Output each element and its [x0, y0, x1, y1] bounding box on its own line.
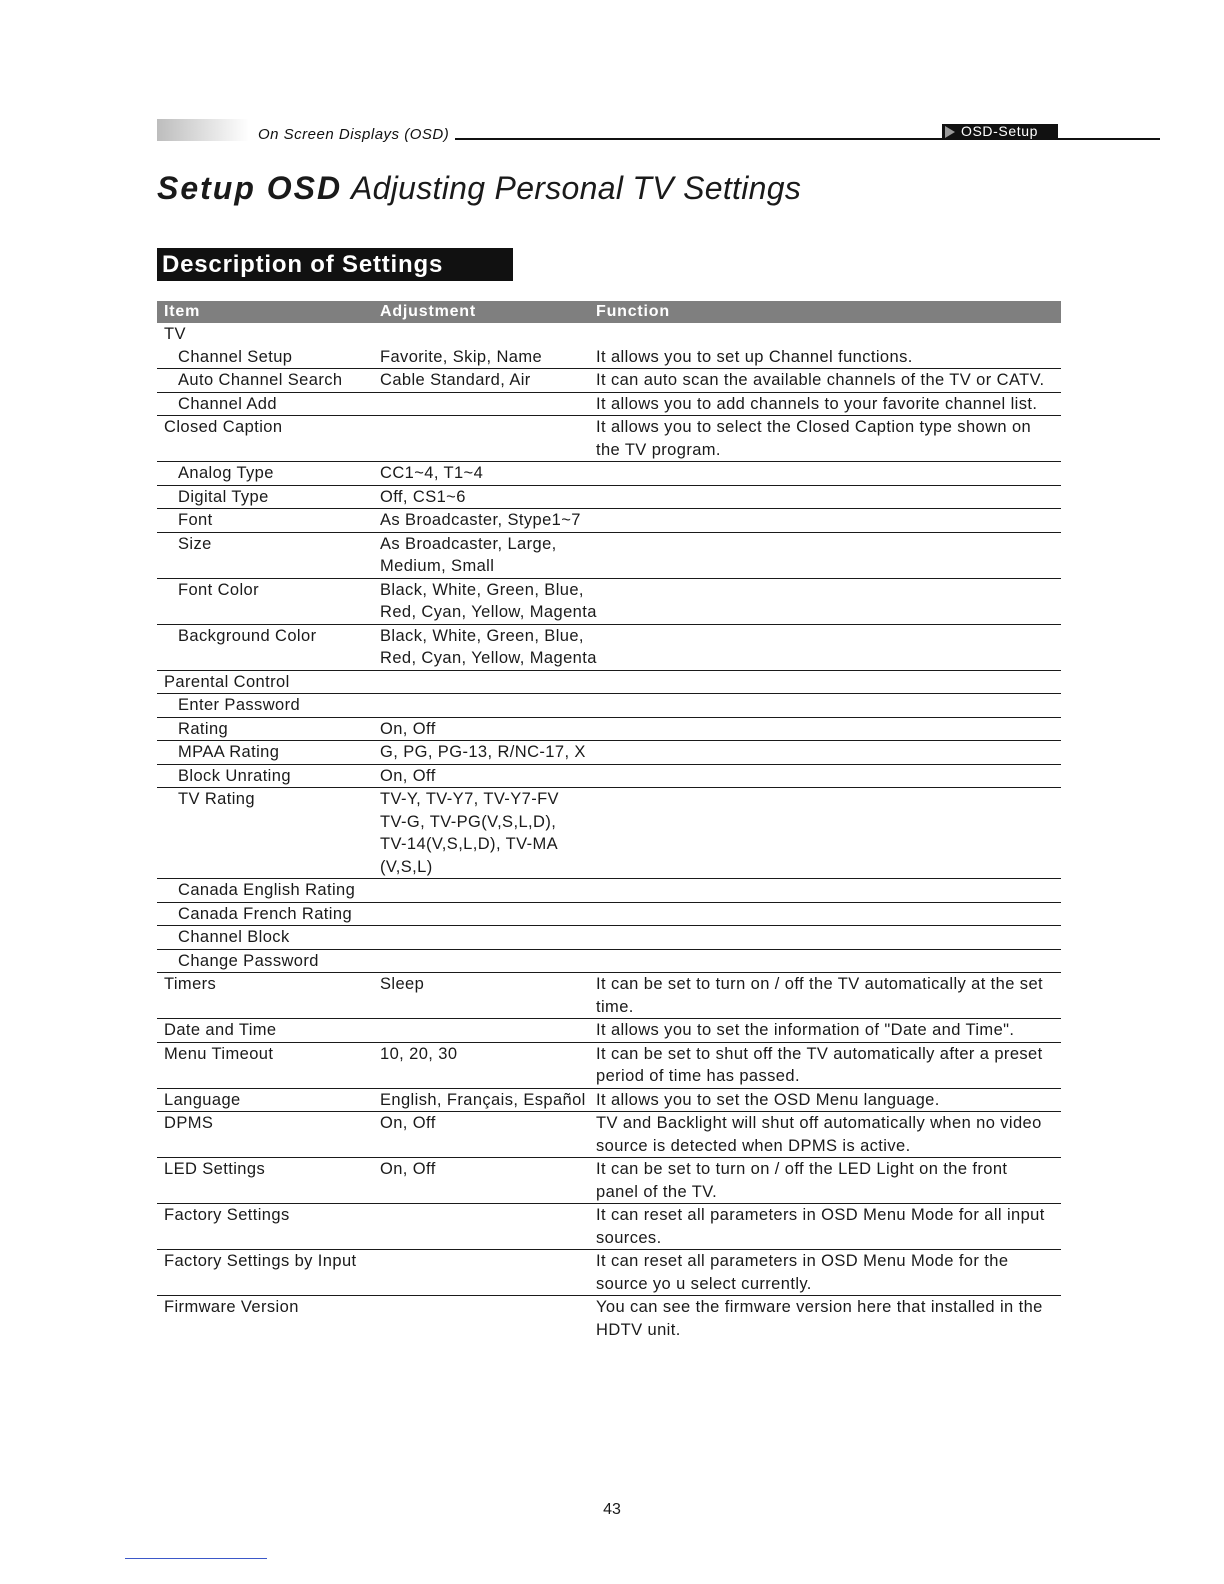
table-row	[157, 1019, 1061, 1043]
table-row	[157, 393, 1061, 417]
row-item-label-line: TV	[164, 325, 186, 343]
row-function-line: It allows you to set the OSD Menu language.	[596, 1090, 940, 1109]
row-item-label	[164, 1296, 299, 1319]
row-item-label-line: Canada English Rating	[178, 881, 356, 899]
table-row	[157, 926, 1061, 950]
row-item-label-line: Firmware Version	[164, 1298, 299, 1316]
row-item-label	[178, 788, 255, 811]
row-item-label-line: TV Rating	[178, 790, 255, 808]
row-item-label	[178, 533, 212, 556]
row-item-label-line: Channel Setup	[178, 347, 293, 366]
row-adjustment	[380, 625, 597, 670]
table-row	[157, 741, 1061, 765]
page-number: 43	[603, 1501, 621, 1518]
row-item-label	[178, 346, 292, 369]
row-function-line: period of time has passed.	[596, 1067, 800, 1085]
row-adjustment-line: On, Off	[380, 719, 436, 738]
table-row	[157, 579, 1061, 625]
row-item-label-line: Background Color	[178, 626, 317, 645]
page-title-bold: Setup OSD	[157, 170, 343, 206]
row-adjustment	[380, 369, 531, 392]
row-item-label-line: Analog Type	[178, 464, 274, 482]
row-function	[596, 393, 1037, 416]
column-header-adjustment: Adjustment	[380, 303, 476, 320]
row-adjustment-line: Sleep	[380, 975, 425, 993]
row-function	[596, 973, 1043, 1018]
row-function	[596, 1204, 1045, 1249]
row-item-label	[178, 926, 290, 949]
table-row	[157, 903, 1061, 927]
row-item-label-line: LED Settings	[164, 1160, 266, 1178]
row-item-label-line: Channel Block	[178, 928, 290, 946]
table-row	[157, 1043, 1061, 1089]
row-adjustment-line: Red, Cyan, Yellow, Magenta	[380, 603, 597, 621]
row-adjustment-line: Medium, Small	[380, 557, 495, 575]
row-adjustment	[380, 718, 436, 741]
row-adjustment-line: Black, White, Green, Blue,	[380, 626, 584, 645]
row-item-label	[178, 486, 269, 509]
table-row	[157, 369, 1061, 393]
table-row	[157, 718, 1061, 742]
table-row	[157, 788, 1061, 879]
row-item-label-line: Enter Password	[178, 696, 301, 714]
row-item-label-line: Size	[178, 534, 212, 553]
header-tag-label: OSD-Setup	[961, 123, 1038, 139]
row-function-line: You can see the firmware version here that installed in the	[596, 1298, 1043, 1316]
row-function	[596, 1019, 1014, 1042]
table-row	[157, 879, 1061, 903]
row-adjustment-line: TV-Y, TV-Y7, TV-Y7-FV	[380, 790, 559, 808]
row-item-label-line: Digital Type	[178, 487, 269, 506]
row-adjustment-line: Cable Standard, Air	[380, 371, 531, 389]
row-item-label	[164, 1250, 357, 1273]
page-title-light: Adjusting Personal TV Settings	[351, 170, 802, 206]
row-adjustment	[380, 741, 586, 764]
table-row	[157, 486, 1061, 510]
table-row	[157, 509, 1061, 533]
row-function-line: sources.	[596, 1228, 662, 1247]
row-item-label	[164, 1019, 277, 1042]
row-function-line: It can be set to shut off the TV automatically after a preset	[596, 1044, 1043, 1063]
row-item-label	[178, 879, 355, 902]
row-adjustment-line: Off, CS1~6	[380, 487, 466, 506]
footer-rule	[125, 1558, 267, 1559]
row-adjustment	[380, 1043, 457, 1066]
table-body	[157, 323, 1061, 1341]
row-function-line: HDTV unit.	[596, 1320, 681, 1339]
table-row	[157, 416, 1061, 462]
table-row	[157, 1112, 1061, 1158]
row-item-label-line: Date and Time	[164, 1021, 277, 1039]
header-gradient-bar	[157, 119, 249, 141]
table-row	[157, 346, 1061, 370]
row-adjustment	[380, 486, 466, 509]
row-item-label-line: Font	[178, 511, 213, 529]
row-function-line: It can reset all parameters in OSD Menu Mode for the	[596, 1252, 1009, 1270]
row-adjustment-line: TV-G, TV-PG(V,S,L,D),	[380, 812, 557, 831]
row-item-label	[178, 950, 319, 973]
row-item-label-line: Parental Control	[164, 672, 290, 691]
row-item-label	[178, 903, 352, 926]
row-item-label-line: DPMS	[164, 1114, 214, 1132]
row-function-line: It allows you to add channels to your favorite channel list.	[596, 394, 1038, 413]
row-item-label	[164, 1158, 265, 1181]
row-function-line: source is detected when DPMS is active.	[596, 1136, 911, 1155]
row-item-label	[178, 694, 300, 717]
row-item-label	[178, 718, 228, 741]
row-adjustment-line: CC1~4, T1~4	[380, 464, 484, 482]
row-adjustment-line: Favorite, Skip, Name	[380, 347, 543, 366]
row-adjustment-line: TV-14(V,S,L,D), TV-MA	[380, 835, 559, 853]
row-adjustment-line: As Broadcaster, Large,	[380, 534, 557, 553]
row-function	[596, 1043, 1043, 1088]
row-item-label	[178, 625, 316, 648]
row-function	[596, 1296, 1043, 1341]
row-adjustment	[380, 765, 436, 788]
row-item-label	[178, 369, 342, 392]
play-triangle-icon	[945, 126, 955, 138]
row-item-label	[178, 741, 279, 764]
table-row	[157, 1296, 1061, 1341]
row-adjustment-line: 10, 20, 30	[380, 1044, 458, 1063]
row-item-label-line: Factory Settings by Input	[164, 1252, 357, 1270]
row-item-label	[178, 765, 291, 788]
row-adjustment	[380, 973, 424, 996]
table-row	[157, 323, 1061, 346]
table-row	[157, 1204, 1061, 1250]
row-function-line: It allows you to set the information of "Date and Time".	[596, 1021, 1015, 1039]
row-adjustment-line: Black, White, Green, Blue,	[380, 580, 584, 599]
row-function	[596, 1089, 940, 1112]
table-header	[157, 301, 1061, 323]
row-adjustment-line: On, Off	[380, 766, 436, 785]
row-function-line: It allows you to set up Channel functions.	[596, 347, 913, 366]
column-header-function: Function	[596, 303, 670, 320]
table-row	[157, 625, 1061, 671]
row-function-line: It can auto scan the available channels of the TV or CATV.	[596, 371, 1045, 389]
row-function-line: It can be set to turn on / off the LED Light on the front	[596, 1160, 1008, 1178]
row-item-label	[178, 509, 213, 532]
row-item-label	[164, 416, 282, 439]
row-adjustment	[380, 462, 483, 485]
row-function-line: the TV program.	[596, 440, 721, 459]
row-adjustment	[380, 509, 581, 532]
table-row	[157, 671, 1061, 695]
row-adjustment	[380, 533, 557, 578]
row-adjustment-line: Red, Cyan, Yellow, Magenta	[380, 649, 597, 667]
table-row	[157, 1250, 1061, 1296]
row-item-label-line: Factory Settings	[164, 1206, 290, 1224]
row-item-label-line: Closed Caption	[164, 418, 283, 436]
column-header-item: Item	[164, 303, 201, 320]
row-function-line: It can be set to turn on / off the TV automatically at the set	[596, 975, 1044, 993]
row-item-label	[164, 671, 290, 694]
row-adjustment-line: As Broadcaster, Stype1~7	[380, 511, 581, 529]
row-adjustment	[380, 1089, 586, 1112]
row-adjustment	[380, 346, 542, 369]
row-adjustment-line: On, Off	[380, 1160, 436, 1178]
header-section-tag	[942, 124, 1058, 139]
table-row	[157, 765, 1061, 789]
table-row	[157, 973, 1061, 1019]
settings-table	[157, 301, 1061, 1341]
row-adjustment	[380, 1112, 436, 1135]
row-item-label-line: Auto Channel Search	[178, 371, 343, 389]
row-adjustment-line: G, PG, PG-13, R/NC-17, X	[380, 743, 586, 761]
table-row	[157, 533, 1061, 579]
row-adjustment	[380, 788, 559, 878]
row-function-line: It can reset all parameters in OSD Menu Mode for all input	[596, 1206, 1045, 1224]
header-subtitle: On Screen Displays (OSD)	[258, 126, 450, 143]
row-function-line: TV and Backlight will shut off automatically when no video	[596, 1114, 1042, 1132]
row-function	[596, 369, 1045, 392]
row-function	[596, 416, 1031, 461]
row-item-label-line: Font Color	[178, 580, 260, 599]
row-adjustment	[380, 579, 597, 624]
row-item-label-line: Menu Timeout	[164, 1044, 274, 1063]
row-item-label-line: Language	[164, 1090, 241, 1109]
section-title: Description of Settings	[157, 248, 513, 281]
row-function	[596, 1112, 1042, 1157]
row-item-label	[164, 1089, 241, 1112]
table-row	[157, 1158, 1061, 1204]
row-item-label	[164, 1204, 290, 1227]
page-title	[157, 170, 801, 207]
row-function-line: It allows you to select the Closed Caption type shown on	[596, 418, 1032, 436]
row-adjustment-line: English, Français, Español	[380, 1090, 586, 1109]
row-item-label-line: Canada French Rating	[178, 904, 353, 923]
row-item-label-line: MPAA Rating	[178, 743, 280, 761]
table-row	[157, 462, 1061, 486]
row-function-line: source yo u select currently.	[596, 1274, 812, 1293]
row-item-label	[164, 323, 186, 346]
row-item-label	[164, 973, 216, 996]
table-row	[157, 694, 1061, 718]
row-item-label-line: Timers	[164, 975, 217, 993]
row-function	[596, 1250, 1008, 1295]
row-item-label	[178, 393, 277, 416]
row-item-label	[178, 462, 274, 485]
row-adjustment	[380, 1158, 436, 1181]
row-item-label-line: Change Password	[178, 951, 319, 970]
row-item-label-line: Channel Add	[178, 394, 277, 413]
row-adjustment-line: On, Off	[380, 1114, 436, 1132]
row-function	[596, 346, 913, 369]
row-item-label	[178, 579, 259, 602]
row-function-line: panel of the TV.	[596, 1182, 718, 1201]
row-function	[596, 1158, 1007, 1203]
row-item-label	[164, 1043, 273, 1066]
row-item-label-line: Block Unrating	[178, 766, 291, 785]
table-row	[157, 950, 1061, 974]
row-item-label	[164, 1112, 213, 1135]
row-item-label-line: Rating	[178, 719, 229, 738]
row-adjustment-line: (V,S,L)	[380, 857, 433, 876]
row-function-line: time.	[596, 997, 634, 1016]
table-row	[157, 1089, 1061, 1113]
